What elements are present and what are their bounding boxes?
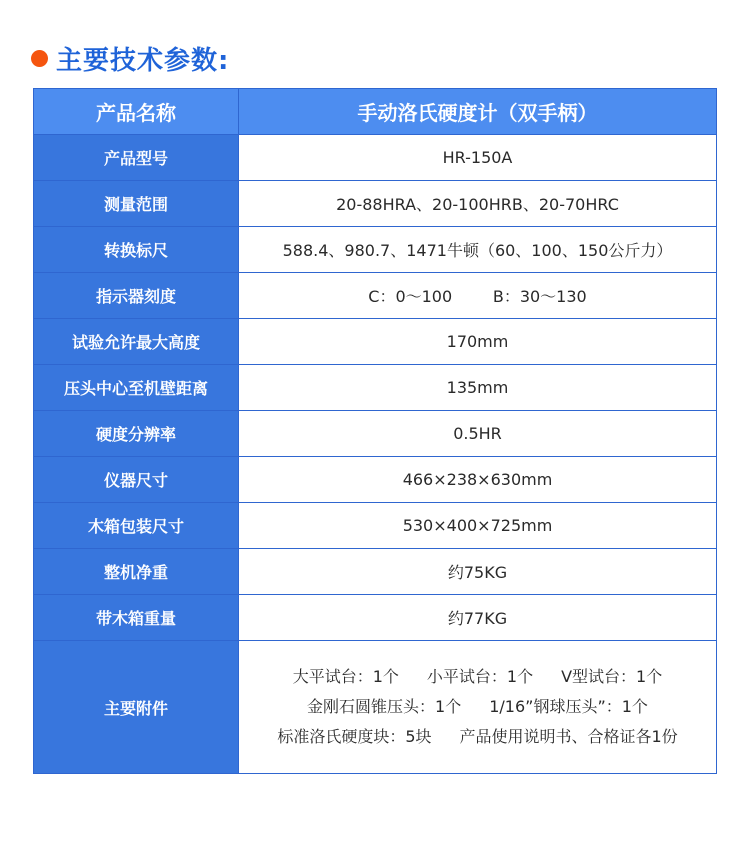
table-row (34, 181, 717, 227)
table-row (34, 503, 717, 549)
table-row (34, 411, 717, 457)
row-label: 指示器刻度 (34, 273, 239, 319)
row-value: C：0～100 B：30～130 (239, 273, 717, 319)
row-value: 466×238×630mm (239, 457, 717, 503)
table-row (34, 457, 717, 503)
table-row (34, 549, 717, 595)
accessory-item: V型试台：1个 (561, 667, 663, 686)
table-row (34, 273, 717, 319)
spec-table (33, 88, 717, 774)
accessory-item: 大平试台：1个 (292, 667, 399, 686)
header-value: 手动洛氏硬度计（双手柄） (239, 89, 717, 135)
accessories-row (34, 641, 717, 774)
table-header-row (34, 89, 717, 135)
row-label: 转换标尺 (34, 227, 239, 273)
accessory-item: 1/16”钢球压头”：1个 (489, 697, 648, 716)
row-label: 试验允许最大高度 (34, 319, 239, 365)
row-label: 硬度分辨率 (34, 411, 239, 457)
row-value: HR-150A (239, 135, 717, 181)
row-value: 588.4、980.7、1471牛顿（60、100、150公斤力） (239, 227, 717, 273)
row-label: 带木箱重量 (34, 595, 239, 641)
table-row (34, 135, 717, 181)
accessory-item: 产品使用说明书、合格证各1份 (459, 727, 678, 746)
accessory-item: 标准洛氏硬度块：5块 (277, 727, 432, 746)
row-value: 约77KG (239, 595, 717, 641)
row-value: 约75KG (239, 549, 717, 595)
row-value: 530×400×725mm (239, 503, 717, 549)
accessories-line (239, 722, 716, 752)
accessory-item: 小平试台：1个 (426, 667, 534, 686)
section-title: 主要技术参数: (56, 45, 230, 76)
accessories-label: 主要附件 (34, 641, 239, 774)
row-value: 135mm (239, 365, 717, 411)
row-value: 20-88HRA、20-100HRB、20-70HRC (239, 181, 717, 227)
row-label: 产品型号 (34, 135, 239, 181)
row-label: 压头中心至机壁距离 (34, 365, 239, 411)
accessories-list (239, 641, 717, 774)
header-label: 产品名称 (34, 89, 239, 135)
row-value: 170mm (239, 319, 717, 365)
row-label: 整机净重 (34, 549, 239, 595)
row-label: 木箱包装尺寸 (34, 503, 239, 549)
table-row (34, 595, 717, 641)
section-heading (31, 38, 229, 78)
row-value: 0.5HR (239, 411, 717, 457)
row-label: 仪器尺寸 (34, 457, 239, 503)
accessories-line (239, 662, 716, 692)
accessories-line (239, 692, 716, 722)
bullet-dot-icon (31, 50, 48, 67)
table-row (34, 227, 717, 273)
table-row (34, 365, 717, 411)
accessory-item: 金刚石圆锥压头：1个 (307, 697, 462, 716)
table-row (34, 319, 717, 365)
row-label: 测量范围 (34, 181, 239, 227)
